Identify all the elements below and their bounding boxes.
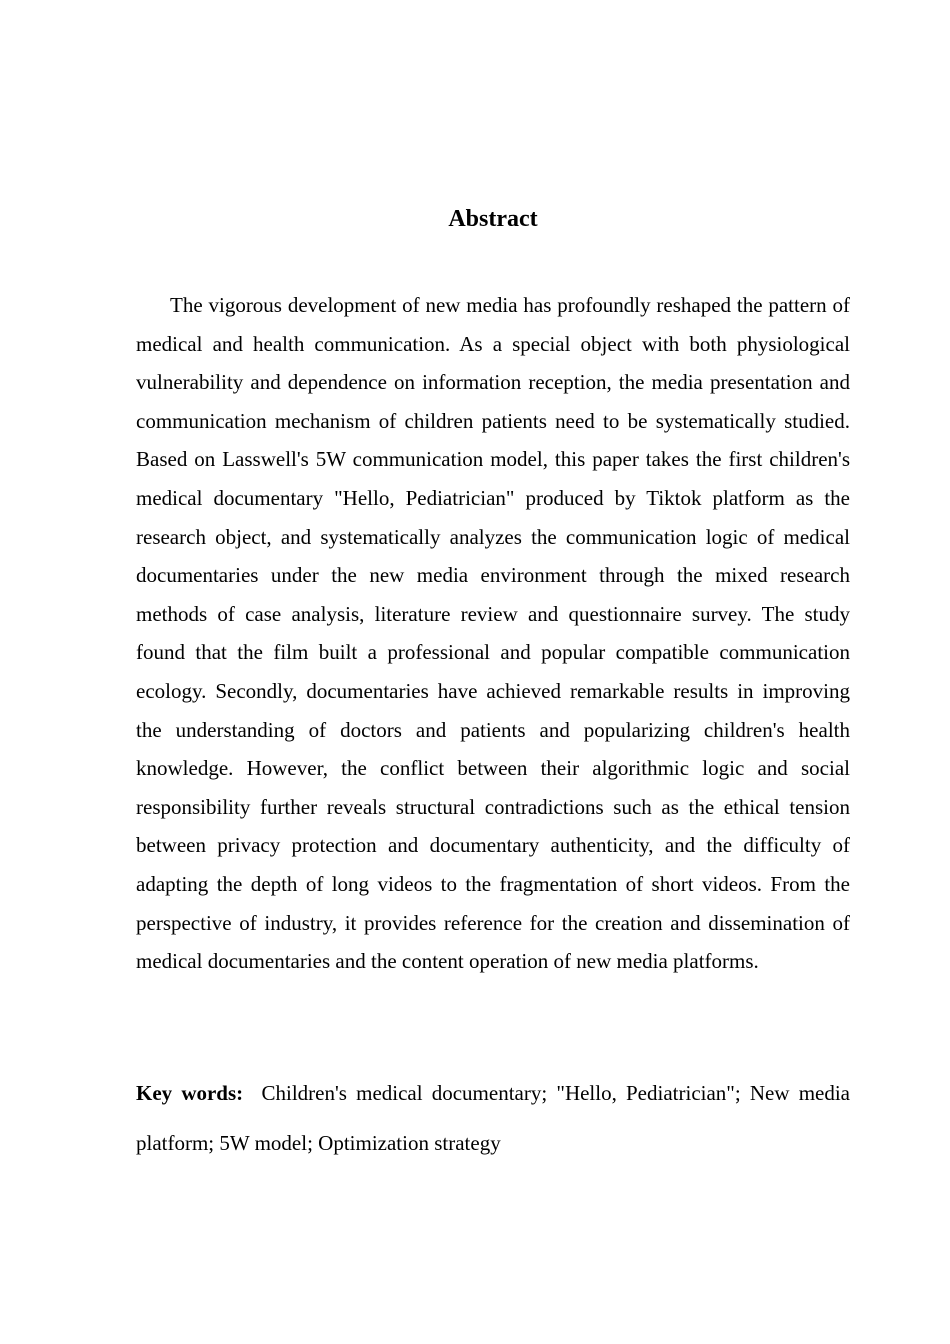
keywords-label: Key words:	[136, 1081, 244, 1105]
abstract-title: Abstract	[448, 206, 538, 232]
keywords-text: Children's medical documentary; "Hello, Pediatrician"; New media platform; 5W model; Optimization strategy	[136, 1081, 851, 1155]
abstract-paragraph: The vigorous development of new media has profoundly reshaped the pattern of medical and health communication. As a special object with both physiological vulnerability and dependence on information reception, the media presentation and communication mechanism of children patients need to be systematically studied. Based on Lasswell's 5W communication model, this paper takes the first children's medical documentary "Hello, Pediatrician" produced by Tiktok platform as the research object, and systematically analyzes the communication logic of medical documentaries under the new media environment through the mixed research methods of case analysis, literature review and questionnaire survey. The study found that the film built a professional and popular compatible communication ecology. Secondly, documentaries have achieved remarkable results in improving the understanding of doctors and patients and popularizing children's health knowledge. However, the conflict between their algorithmic logic and social responsibility further reveals structural contradictions such as the ethical tension between privacy protection and documentary authenticity, and the difficulty of adapting the depth of long videos to the fragmentation of short videos. From the perspective of industry, it provides reference for the creation and dissemination of medical documentaries and the content operation of new media platforms.	[136, 293, 850, 974]
keywords-line	[136, 1068, 850, 1168]
